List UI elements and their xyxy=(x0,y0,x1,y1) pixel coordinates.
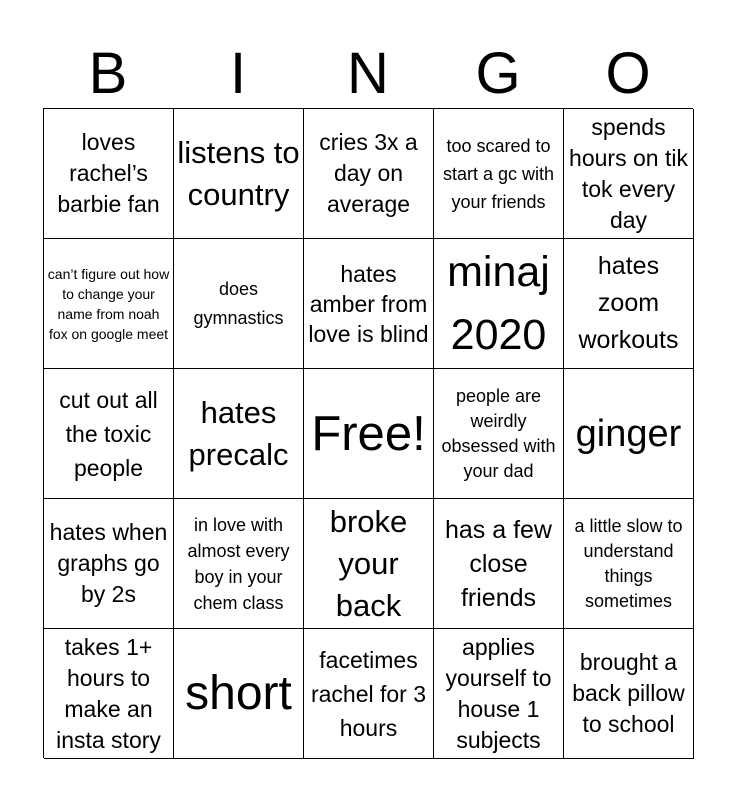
free-space-text: Free! xyxy=(311,406,426,461)
cell-text: short xyxy=(185,667,292,720)
bingo-cell-r1c3[interactable] xyxy=(304,109,434,239)
cell-text: loves rachel’s barbie fan xyxy=(57,129,160,217)
cell-text: hates precalc xyxy=(188,394,289,472)
header-letter-i: I xyxy=(229,41,247,106)
bingo-cell-r2c5[interactable] xyxy=(564,239,694,369)
cell-text: takes 1+ hours to make an insta story xyxy=(56,633,161,753)
bingo-cell-r3c2[interactable] xyxy=(174,369,304,499)
bingo-cell-r5c2[interactable] xyxy=(174,629,304,759)
cell-text: too scared to start a gc with your friends xyxy=(442,135,555,212)
bingo-cell-r2c2[interactable] xyxy=(174,239,304,369)
cell-text: cries 3x a day on average xyxy=(319,129,418,217)
bingo-cell-r3c1[interactable] xyxy=(44,369,174,499)
bingo-cell-r1c5[interactable] xyxy=(564,109,694,239)
cell-text: hates amber from love is blind xyxy=(308,260,429,347)
header-letter-g: G xyxy=(475,41,521,106)
bingo-cell-r4c1[interactable] xyxy=(44,499,174,629)
bingo-cell-r2c3[interactable] xyxy=(304,239,434,369)
bingo-cell-r5c4[interactable] xyxy=(434,629,564,759)
bingo-cell-r2c4[interactable] xyxy=(434,239,564,369)
bingo-cell-r1c2[interactable] xyxy=(174,109,304,239)
bingo-cell-r5c1[interactable] xyxy=(44,629,174,759)
cell-text: facetimes rachel for 3 hours xyxy=(310,646,427,741)
cell-text: brought a back pillow to school xyxy=(572,649,685,737)
bingo-cell-r4c4[interactable] xyxy=(434,499,564,629)
cell-text: broke your back xyxy=(329,503,408,623)
cell-text: can’t figure out how to change your name from noah fox on google meet xyxy=(47,265,170,342)
cell-text: listens to country xyxy=(177,134,300,212)
cell-text: minaj 2020 xyxy=(447,247,550,359)
bingo-cell-r5c5[interactable] xyxy=(564,629,694,759)
header-letter-o: O xyxy=(605,41,651,106)
bingo-cell-free[interactable] xyxy=(304,369,434,499)
bingo-cell-r4c5[interactable] xyxy=(564,499,694,629)
cell-text: spends hours on tik tok every day xyxy=(569,113,688,233)
cell-text: in love with almost every boy in your chem class xyxy=(187,514,290,613)
header-letter-n: N xyxy=(347,41,389,106)
bingo-cell-r1c1[interactable] xyxy=(44,109,174,239)
bingo-cell-r3c4[interactable] xyxy=(434,369,564,499)
bingo-cell-r5c3[interactable] xyxy=(304,629,434,759)
bingo-board xyxy=(43,108,693,758)
bingo-cell-r4c2[interactable] xyxy=(174,499,304,629)
cell-text: cut out all the toxic people xyxy=(59,386,158,481)
cell-text: applies yourself to house 1 subjects xyxy=(445,633,552,753)
cell-text: ginger xyxy=(575,412,682,455)
bingo-cell-r4c3[interactable] xyxy=(304,499,434,629)
cell-text: does gymnastics xyxy=(193,278,284,328)
cell-text: hates zoom workouts xyxy=(578,252,679,354)
bingo-header xyxy=(43,40,693,108)
header-letter-b: B xyxy=(88,41,128,106)
cell-text: has a few close friends xyxy=(444,515,552,612)
cell-text: a little slow to understand things sometimes xyxy=(574,515,683,611)
cell-text: hates when graphs go by 2s xyxy=(49,519,168,607)
bingo-cell-r3c5[interactable] xyxy=(564,369,694,499)
bingo-cell-r1c4[interactable] xyxy=(434,109,564,239)
bingo-cell-r2c1[interactable] xyxy=(44,239,174,369)
cell-text: people are weirdly obsessed with your dad xyxy=(441,385,556,481)
